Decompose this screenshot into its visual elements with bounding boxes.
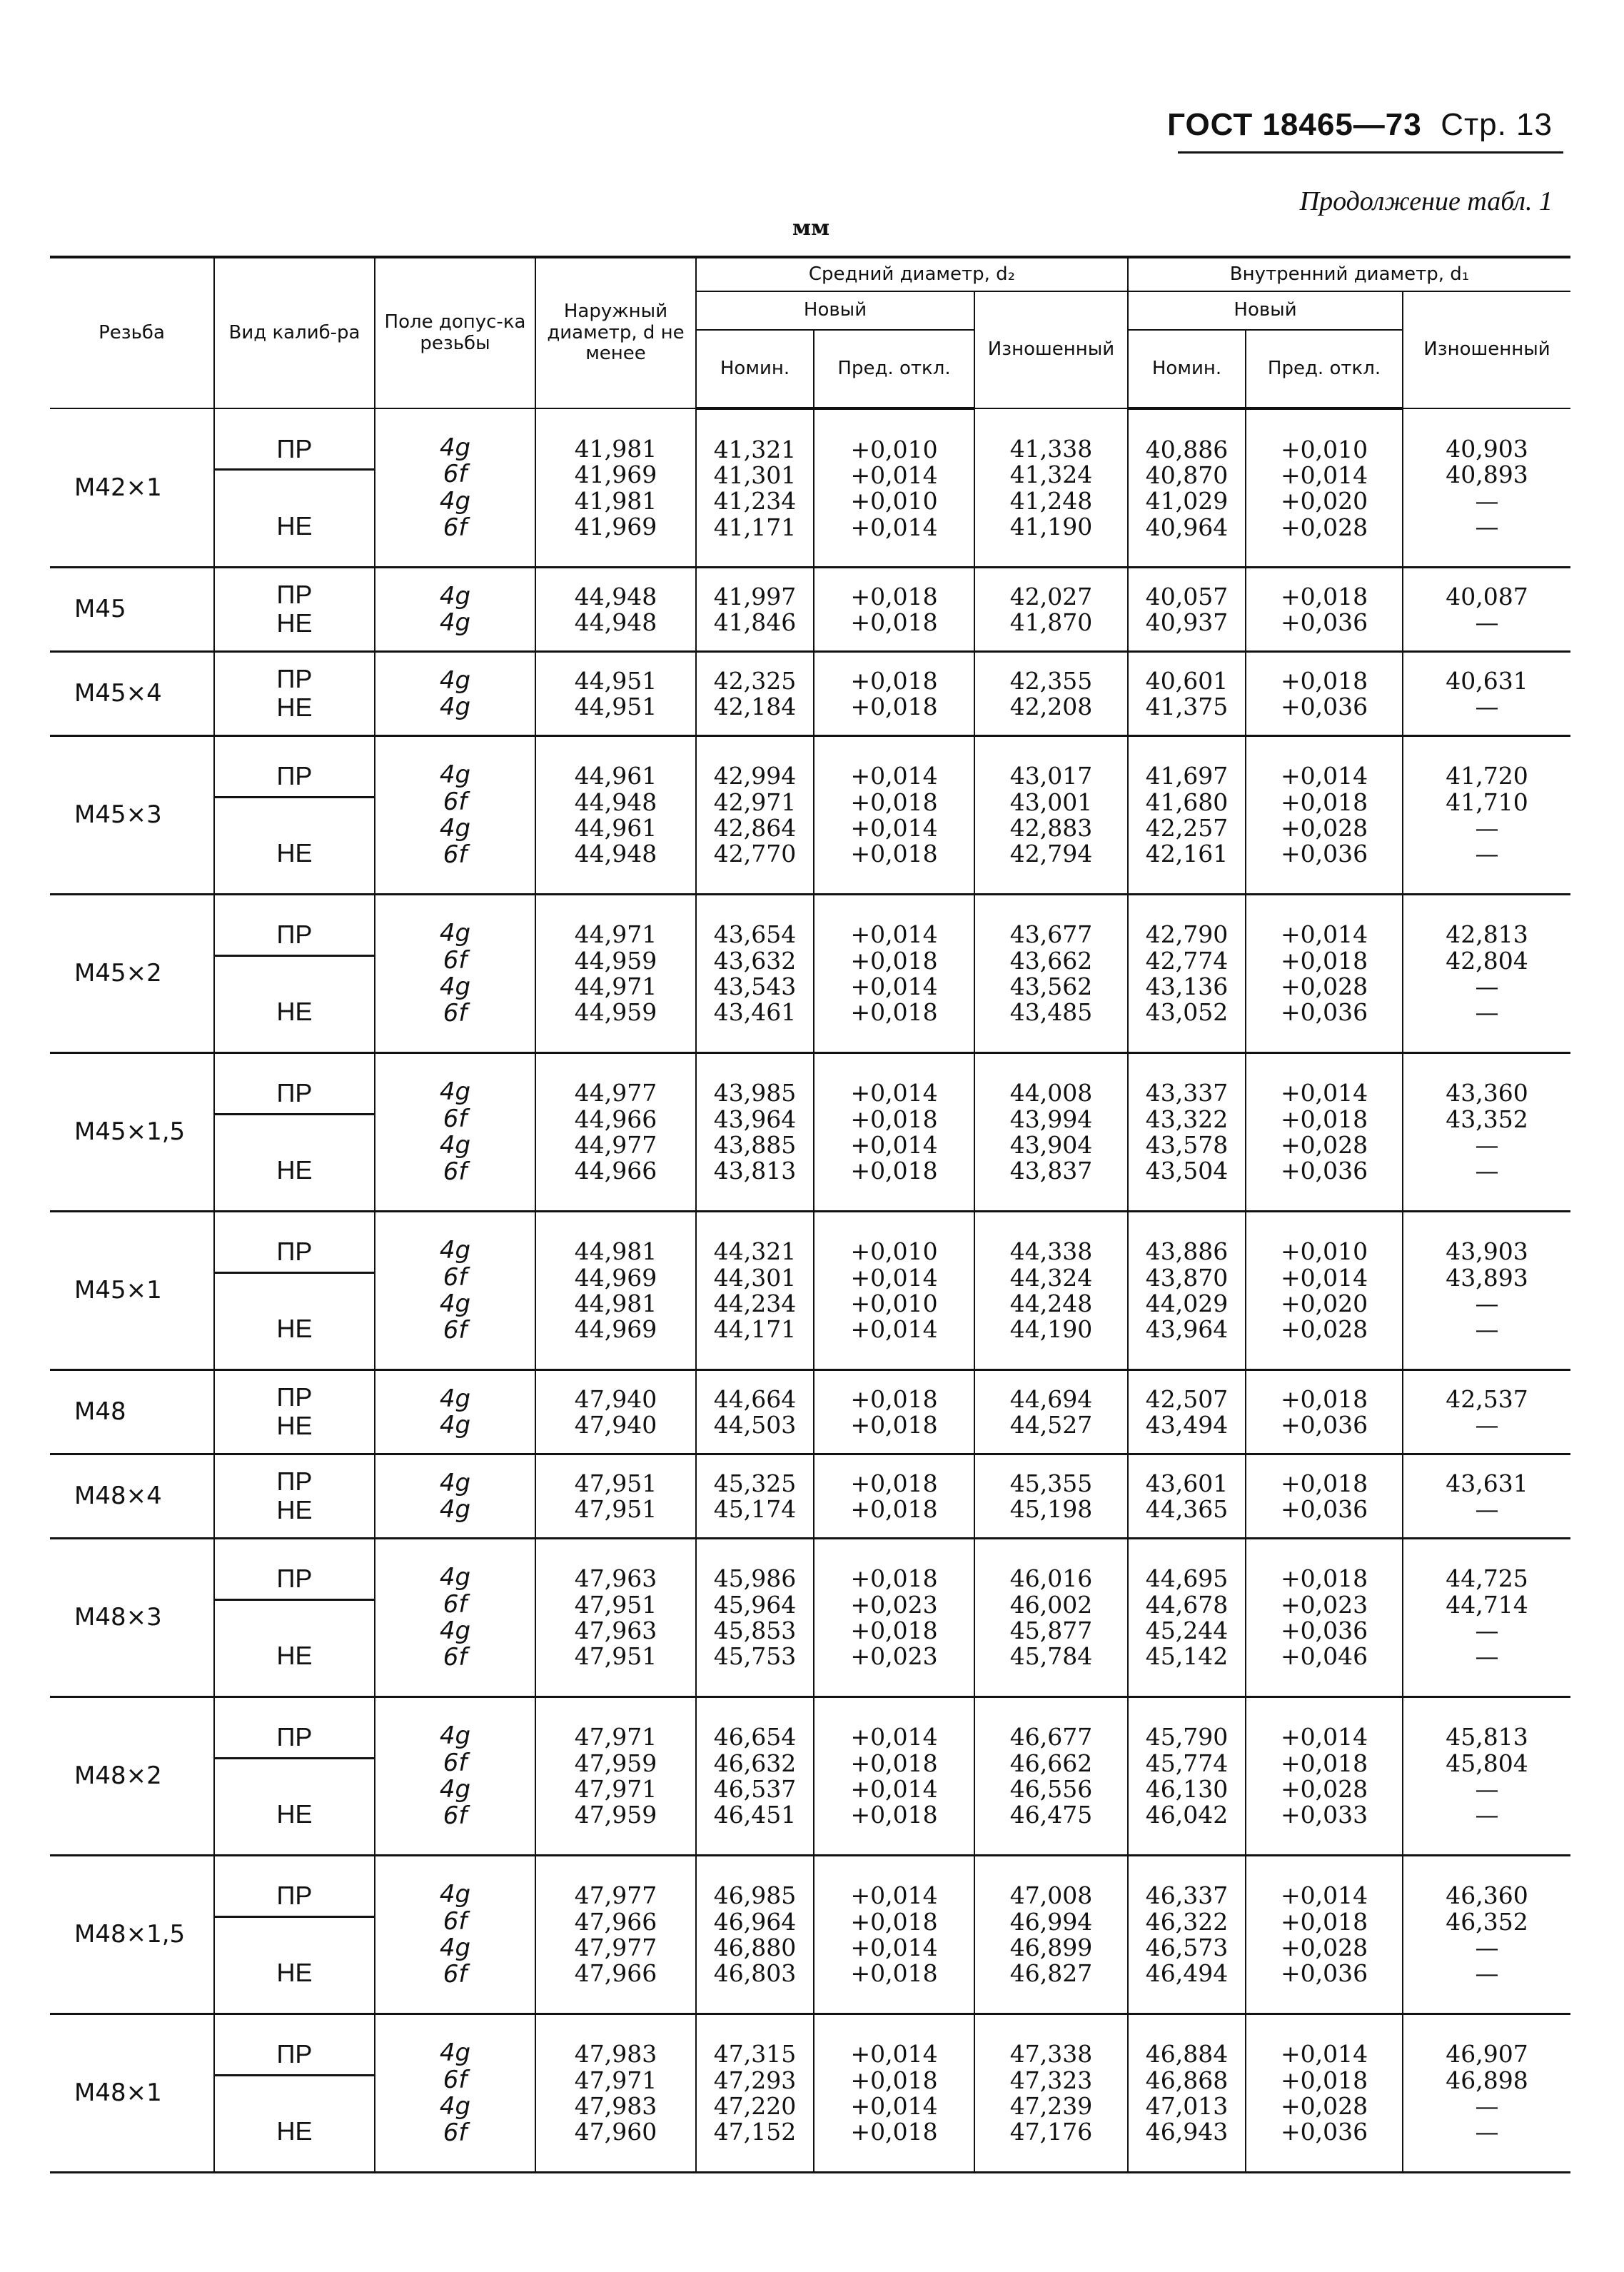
page-number: Стр. 13 (1441, 107, 1553, 142)
inner-worn: 40,087 — (1403, 567, 1570, 651)
middle-nominal: 45,986 45,964 45,853 45,753 (696, 1538, 814, 1697)
gauge-pair: ПР НЕ (276, 1467, 313, 1524)
gauge-type (214, 1855, 375, 2014)
outer-diameter: 44,961 44,948 44,961 44,948 (535, 735, 696, 894)
thread-designation: M48 (50, 1369, 214, 1454)
gauge-type (214, 1369, 375, 1454)
inner-deviation: +0,014 +0,018 +0,028 +0,033 (1246, 1697, 1403, 1855)
outer-diameter: 47,971 47,959 47,971 47,959 (535, 1697, 696, 1855)
col-thread: Резьба (50, 257, 214, 408)
gauge-no-go: НЕ (276, 2116, 313, 2146)
inner-nominal: 44,695 44,678 45,244 45,142 (1128, 1538, 1246, 1697)
gauge-split (215, 1539, 374, 1695)
thread-designation: M45 (50, 567, 214, 651)
middle-deviation: +0,014 +0,018 +0,014 +0,018 (814, 735, 974, 894)
inner-worn: 42,537 — (1403, 1369, 1570, 1454)
middle-deviation: +0,014 +0,018 +0,014 +0,018 (814, 1697, 974, 1855)
page-header (1167, 107, 1553, 143)
outer-diameter: 44,971 44,959 44,971 44,959 (535, 894, 696, 1052)
tolerance-field: 4g 6f 4g 6f (375, 1855, 535, 2014)
inner-worn: 41,720 41,710 — — (1403, 735, 1570, 894)
gauge-go: ПР (215, 1716, 374, 1759)
tolerance-field: 4g 6f 4g 6f (375, 1052, 535, 1211)
middle-deviation: +0,018 +0,023 +0,018 +0,023 (814, 1538, 974, 1697)
tolerance-field: 4g 6f 4g 6f (375, 1538, 535, 1697)
inner-worn: 45,813 45,804 — — (1403, 1697, 1570, 1855)
tolerance-field: 4g 6f 4g 6f (375, 1211, 535, 1369)
gauge-go: ПР (215, 1230, 374, 1274)
gauge-type (214, 2014, 375, 2172)
thread-designation: M48×1,5 (50, 1855, 214, 2014)
inner-deviation: +0,010 +0,014 +0,020 +0,028 (1246, 408, 1403, 567)
thread-designation: M48×2 (50, 1697, 214, 1855)
table-row (50, 651, 1570, 735)
col-middle-new: Новый (696, 291, 974, 330)
table-row (50, 1538, 1570, 1697)
table-row (50, 1454, 1570, 1538)
thread-designation: M42×1 (50, 408, 214, 567)
tolerance-field: 4g 6f 4g 6f (375, 735, 535, 894)
gauge-no-go: НЕ (276, 1155, 313, 1185)
outer-diameter: 47,983 47,971 47,983 47,960 (535, 2014, 696, 2172)
inner-worn: 40,903 40,893 — — (1403, 408, 1570, 567)
gauge-type (214, 1697, 375, 1855)
inner-deviation: +0,018 +0,036 (1246, 567, 1403, 651)
inner-nominal: 46,884 46,868 47,013 46,943 (1128, 2014, 1246, 2172)
gauge-type (214, 567, 375, 651)
gauge-split (215, 2015, 374, 2171)
inner-worn: 46,907 46,898 — — (1403, 2014, 1570, 2172)
outer-diameter: 41,981 41,969 41,981 41,969 (535, 408, 696, 567)
thread-designation: M45×1 (50, 1211, 214, 1369)
gauge-type (214, 1052, 375, 1211)
table-row (50, 567, 1570, 651)
inner-nominal: 41,697 41,680 42,257 42,161 (1128, 735, 1246, 894)
gauge-type (214, 1454, 375, 1538)
col-middle-diameter: Средний диаметр, d₂ (696, 257, 1128, 291)
gauge-no-go: НЕ (276, 1958, 313, 1988)
thread-designation: M48×4 (50, 1454, 214, 1538)
table-row (50, 894, 1570, 1052)
gauge-no-go: НЕ (276, 511, 313, 541)
tolerance-field: 4g 4g (375, 1454, 535, 1538)
middle-deviation: +0,014 +0,018 +0,014 +0,018 (814, 2014, 974, 2172)
gauge-split (215, 410, 374, 566)
inner-worn: 40,631 — (1403, 651, 1570, 735)
col-inner-new: Новый (1128, 291, 1403, 330)
col-inner-deviation: Пред. откл. (1246, 330, 1403, 408)
table-row (50, 1211, 1570, 1369)
thread-designation: M48×3 (50, 1538, 214, 1697)
table-continuation-label: Продолжение табл. 1 (1299, 186, 1553, 216)
gauge-type (214, 735, 375, 894)
middle-worn: 42,027 41,870 (974, 567, 1128, 651)
col-gauge-type: Вид калиб-ра (214, 257, 375, 408)
inner-worn: 44,725 44,714 — — (1403, 1538, 1570, 1697)
middle-deviation: +0,018 +0,018 (814, 1369, 974, 1454)
gauge-no-go: НЕ (276, 838, 313, 868)
header-rule (1178, 151, 1563, 154)
table-row (50, 1697, 1570, 1855)
col-outer-diameter: Наружный диаметр, d не менее (535, 257, 696, 408)
gauge-type (214, 894, 375, 1052)
table-row (50, 1855, 1570, 2014)
inner-nominal: 45,790 45,774 46,130 46,042 (1128, 1697, 1246, 1855)
inner-deviation: +0,010 +0,014 +0,020 +0,028 (1246, 1211, 1403, 1369)
middle-deviation: +0,018 +0,018 (814, 651, 974, 735)
middle-nominal: 47,315 47,293 47,220 47,152 (696, 2014, 814, 2172)
inner-nominal: 46,337 46,322 46,573 46,494 (1128, 1855, 1246, 2014)
middle-nominal: 43,654 43,632 43,543 43,461 (696, 894, 814, 1052)
middle-worn: 43,017 43,001 42,883 42,794 (974, 735, 1128, 894)
thread-gauge-table (50, 256, 1570, 2173)
middle-worn: 44,694 44,527 (974, 1369, 1128, 1454)
inner-worn: 43,903 43,893 — — (1403, 1211, 1570, 1369)
table-row (50, 1052, 1570, 1211)
thread-designation: M45×4 (50, 651, 214, 735)
gauge-split (215, 1698, 374, 1854)
gauge-go: ПР (215, 1874, 374, 1918)
middle-nominal: 42,325 42,184 (696, 651, 814, 735)
gauge-go: ПР (215, 755, 374, 798)
gauge-no-go: НЕ (276, 997, 313, 1027)
outer-diameter: 47,940 47,940 (535, 1369, 696, 1454)
inner-deviation: +0,014 +0,018 +0,028 +0,036 (1246, 894, 1403, 1052)
middle-nominal: 44,664 44,503 (696, 1369, 814, 1454)
middle-deviation: +0,014 +0,018 +0,014 +0,018 (814, 1855, 974, 2014)
middle-deviation: +0,018 +0,018 (814, 1454, 974, 1538)
col-inner-diameter: Внутренний диаметр, d₁ (1128, 257, 1570, 291)
middle-worn: 47,338 47,323 47,239 47,176 (974, 2014, 1128, 2172)
tolerance-field: 4g 6f 4g 6f (375, 1697, 535, 1855)
middle-nominal: 41,997 41,846 (696, 567, 814, 651)
inner-nominal: 40,057 40,937 (1128, 567, 1246, 651)
col-middle-deviation: Пред. откл. (814, 330, 974, 408)
inner-nominal: 43,337 43,322 43,578 43,504 (1128, 1052, 1246, 1211)
gauge-go: ПР (215, 913, 374, 957)
table-body (50, 408, 1570, 2172)
tolerance-field: 4g 6f 4g 6f (375, 2014, 535, 2172)
table-row (50, 1369, 1570, 1454)
col-middle-worn: Изношенный (974, 291, 1128, 408)
thread-designation: M45×1,5 (50, 1052, 214, 1211)
gost-number: ГОСТ 18465—73 (1167, 107, 1422, 142)
gauge-go: ПР (215, 2033, 374, 2076)
gauge-split (215, 1054, 374, 1210)
tolerance-field: 4g 6f 4g 6f (375, 894, 535, 1052)
thread-designation: M48×1 (50, 2014, 214, 2172)
middle-deviation: +0,014 +0,018 +0,014 +0,018 (814, 1052, 974, 1211)
inner-deviation: +0,018 +0,036 (1246, 651, 1403, 735)
gauge-split (215, 1212, 374, 1368)
tolerance-field: 4g 4g (375, 1369, 535, 1454)
middle-nominal: 42,994 42,971 42,864 42,770 (696, 735, 814, 894)
middle-nominal: 46,985 46,964 46,880 46,803 (696, 1855, 814, 2014)
thread-designation: M45×3 (50, 735, 214, 894)
inner-deviation: +0,014 +0,018 +0,028 +0,036 (1246, 1855, 1403, 2014)
gauge-type (214, 1538, 375, 1697)
middle-deviation: +0,018 +0,018 (814, 567, 974, 651)
inner-nominal: 40,601 41,375 (1128, 651, 1246, 735)
inner-worn: 43,631 — (1403, 1454, 1570, 1538)
outer-diameter: 44,951 44,951 (535, 651, 696, 735)
tolerance-field: 4g 4g (375, 651, 535, 735)
outer-diameter: 47,977 47,966 47,977 47,966 (535, 1855, 696, 2014)
inner-worn: 42,813 42,804 — — (1403, 894, 1570, 1052)
col-middle-nominal: Номин. (696, 330, 814, 408)
middle-worn: 41,338 41,324 41,248 41,190 (974, 408, 1128, 567)
middle-worn: 42,355 42,208 (974, 651, 1128, 735)
gauge-type (214, 1211, 375, 1369)
gauge-type (214, 408, 375, 567)
inner-deviation: +0,018 +0,036 (1246, 1454, 1403, 1538)
gauge-no-go: НЕ (276, 1641, 313, 1671)
gauge-type (214, 651, 375, 735)
gauge-split (215, 1856, 374, 2012)
col-inner-nominal: Номин. (1128, 330, 1246, 408)
gauge-go: ПР (215, 428, 374, 471)
middle-deviation: +0,010 +0,014 +0,010 +0,014 (814, 408, 974, 567)
gauge-no-go: НЕ (276, 1314, 313, 1344)
inner-deviation: +0,014 +0,018 +0,028 +0,036 (1246, 2014, 1403, 2172)
inner-nominal: 43,886 43,870 44,029 43,964 (1128, 1211, 1246, 1369)
unit-label: мм (792, 216, 830, 241)
middle-nominal: 45,325 45,174 (696, 1454, 814, 1538)
middle-worn: 46,677 46,662 46,556 46,475 (974, 1697, 1128, 1855)
outer-diameter: 44,977 44,966 44,977 44,966 (535, 1052, 696, 1211)
middle-worn: 45,355 45,198 (974, 1454, 1128, 1538)
tolerance-field: 4g 6f 4g 6f (375, 408, 535, 567)
table-row (50, 408, 1570, 567)
outer-diameter: 44,981 44,969 44,981 44,969 (535, 1211, 696, 1369)
gauge-go: ПР (215, 1557, 374, 1601)
gauge-go: ПР (215, 1072, 374, 1115)
table-row (50, 2014, 1570, 2172)
outer-diameter: 47,951 47,951 (535, 1454, 696, 1538)
gauge-split (215, 737, 374, 893)
outer-diameter: 47,963 47,951 47,963 47,951 (535, 1538, 696, 1697)
middle-nominal: 43,985 43,964 43,885 43,813 (696, 1052, 814, 1211)
tolerance-field: 4g 4g (375, 567, 535, 651)
col-inner-worn: Изношенный (1403, 291, 1570, 408)
middle-worn: 44,338 44,324 44,248 44,190 (974, 1211, 1128, 1369)
inner-deviation: +0,014 +0,018 +0,028 +0,036 (1246, 1052, 1403, 1211)
thread-designation: M45×2 (50, 894, 214, 1052)
gauge-pair: ПР НЕ (276, 580, 313, 638)
gauge-no-go: НЕ (276, 1799, 313, 1829)
inner-nominal: 40,886 40,870 41,029 40,964 (1128, 408, 1246, 567)
middle-nominal: 41,321 41,301 41,234 41,171 (696, 408, 814, 567)
gauge-split (215, 895, 374, 1051)
inner-deviation: +0,018 +0,036 (1246, 1369, 1403, 1454)
middle-nominal: 44,321 44,301 44,234 44,171 (696, 1211, 814, 1369)
gauge-pair: ПР НЕ (276, 1382, 313, 1440)
inner-nominal: 43,601 44,365 (1128, 1454, 1246, 1538)
outer-diameter: 44,948 44,948 (535, 567, 696, 651)
inner-worn: 46,360 46,352 — — (1403, 1855, 1570, 2014)
middle-worn: 47,008 46,994 46,899 46,827 (974, 1855, 1128, 2014)
middle-worn: 44,008 43,994 43,904 43,837 (974, 1052, 1128, 1211)
middle-nominal: 46,654 46,632 46,537 46,451 (696, 1697, 814, 1855)
inner-deviation: +0,018 +0,023 +0,036 +0,046 (1246, 1538, 1403, 1697)
inner-deviation: +0,014 +0,018 +0,028 +0,036 (1246, 735, 1403, 894)
middle-worn: 46,016 46,002 45,877 45,784 (974, 1538, 1128, 1697)
inner-nominal: 42,790 42,774 43,136 43,052 (1128, 894, 1246, 1052)
col-tolerance-field: Поле допус-ка резьбы (375, 257, 535, 408)
gauge-pair: ПР НЕ (276, 664, 313, 722)
middle-worn: 43,677 43,662 43,562 43,485 (974, 894, 1128, 1052)
inner-worn: 43,360 43,352 — — (1403, 1052, 1570, 1211)
inner-nominal: 42,507 43,494 (1128, 1369, 1246, 1454)
middle-deviation: +0,010 +0,014 +0,010 +0,014 (814, 1211, 974, 1369)
middle-deviation: +0,014 +0,018 +0,014 +0,018 (814, 894, 974, 1052)
table-row (50, 735, 1570, 894)
